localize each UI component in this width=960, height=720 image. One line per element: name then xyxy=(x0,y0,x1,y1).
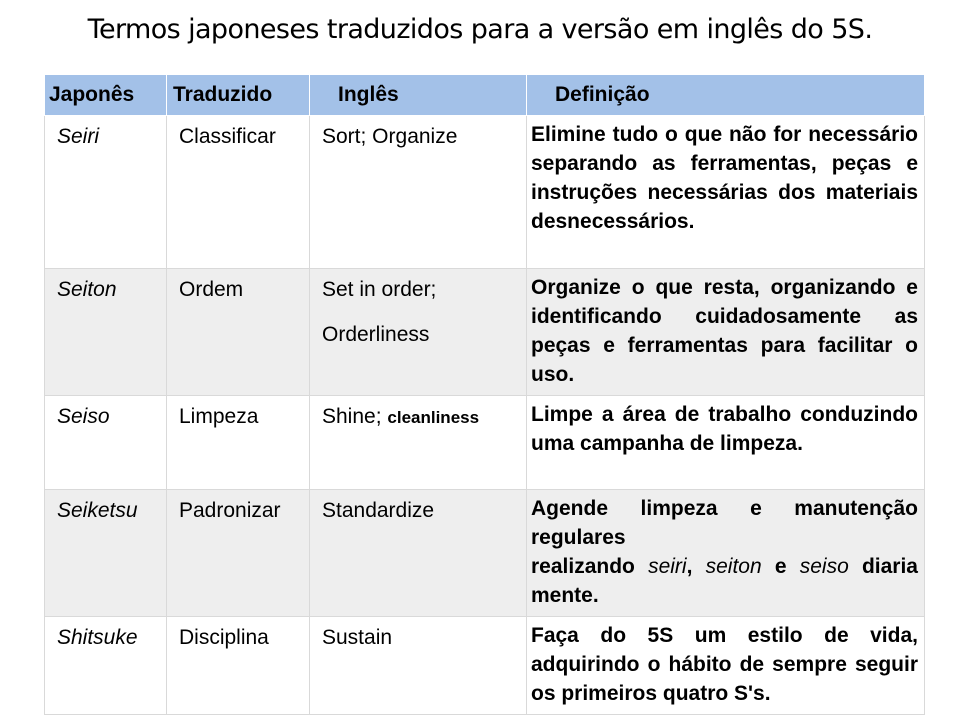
cell-japones: Seiketsu xyxy=(45,490,167,617)
cell-ingles: Sustain xyxy=(310,617,527,715)
cell-ingles-line2: Orderliness xyxy=(322,323,430,346)
cell-definicao: Limpe a área de trabalho conduzindo uma campanha de limpeza. xyxy=(527,396,925,490)
table-row xyxy=(45,617,925,715)
def-term-seiton: seiton xyxy=(705,555,762,578)
cell-traduzido: Ordem xyxy=(167,269,310,396)
def-term-seiso: seiso xyxy=(799,555,849,578)
cell-definicao: Organize o que resta, organizando e identificando cuidadosamente as peças e ferramentas para facilitar o uso. xyxy=(527,269,925,396)
cell-japones: Seiri xyxy=(45,116,167,269)
cell-japones: Shitsuke xyxy=(45,617,167,715)
cell-japones: Seiso xyxy=(45,396,167,490)
table-row xyxy=(45,490,925,617)
cell-traduzido: Classificar xyxy=(167,116,310,269)
cell-ingles: Sort; Organize xyxy=(310,116,527,269)
def-term-seiri: seiri xyxy=(648,555,687,578)
def-part2: realizando xyxy=(531,555,635,578)
cell-traduzido: Padronizar xyxy=(167,490,310,617)
cell-ingles-part2: cleanliness xyxy=(387,408,480,427)
cell-definicao: Faça do 5S um estilo de vida, adquirindo o hábito de sempre seguir os primeiros quatro S's. xyxy=(527,617,925,715)
terms-table xyxy=(44,74,925,715)
cell-japones: Seiton xyxy=(45,269,167,396)
def-part5: diaria mente. xyxy=(531,555,918,607)
cell-ingles xyxy=(310,396,527,490)
def-part3: , xyxy=(686,555,693,578)
cell-traduzido: Disciplina xyxy=(167,617,310,715)
cell-ingles-part1: Shine; xyxy=(322,405,382,428)
def-part4: e xyxy=(774,555,787,578)
def-part1: Agende limpeza e manutenção regulares xyxy=(531,497,918,549)
cell-ingles xyxy=(310,269,527,396)
slide-title: Termos japoneses traduzidos para a versão em inglês do 5S. xyxy=(87,14,873,45)
cell-traduzido: Limpeza xyxy=(167,396,310,490)
cell-ingles-line1: Set in order; xyxy=(322,278,437,301)
table-row xyxy=(45,269,925,396)
header-ingles: Inglês xyxy=(310,75,527,116)
table-row xyxy=(45,116,925,269)
cell-definicao xyxy=(527,490,925,617)
header-japones: Japonês xyxy=(45,75,167,116)
cell-definicao: Elimine tudo o que não for necessário separando as ferramentas, peças e instruções necessárias dos materiais desnecessários. xyxy=(527,116,925,269)
table-row xyxy=(45,396,925,490)
table-header-row xyxy=(45,75,925,116)
header-traduzido: Traduzido xyxy=(167,75,310,116)
cell-ingles: Standardize xyxy=(310,490,527,617)
header-definicao: Definição xyxy=(527,75,925,116)
